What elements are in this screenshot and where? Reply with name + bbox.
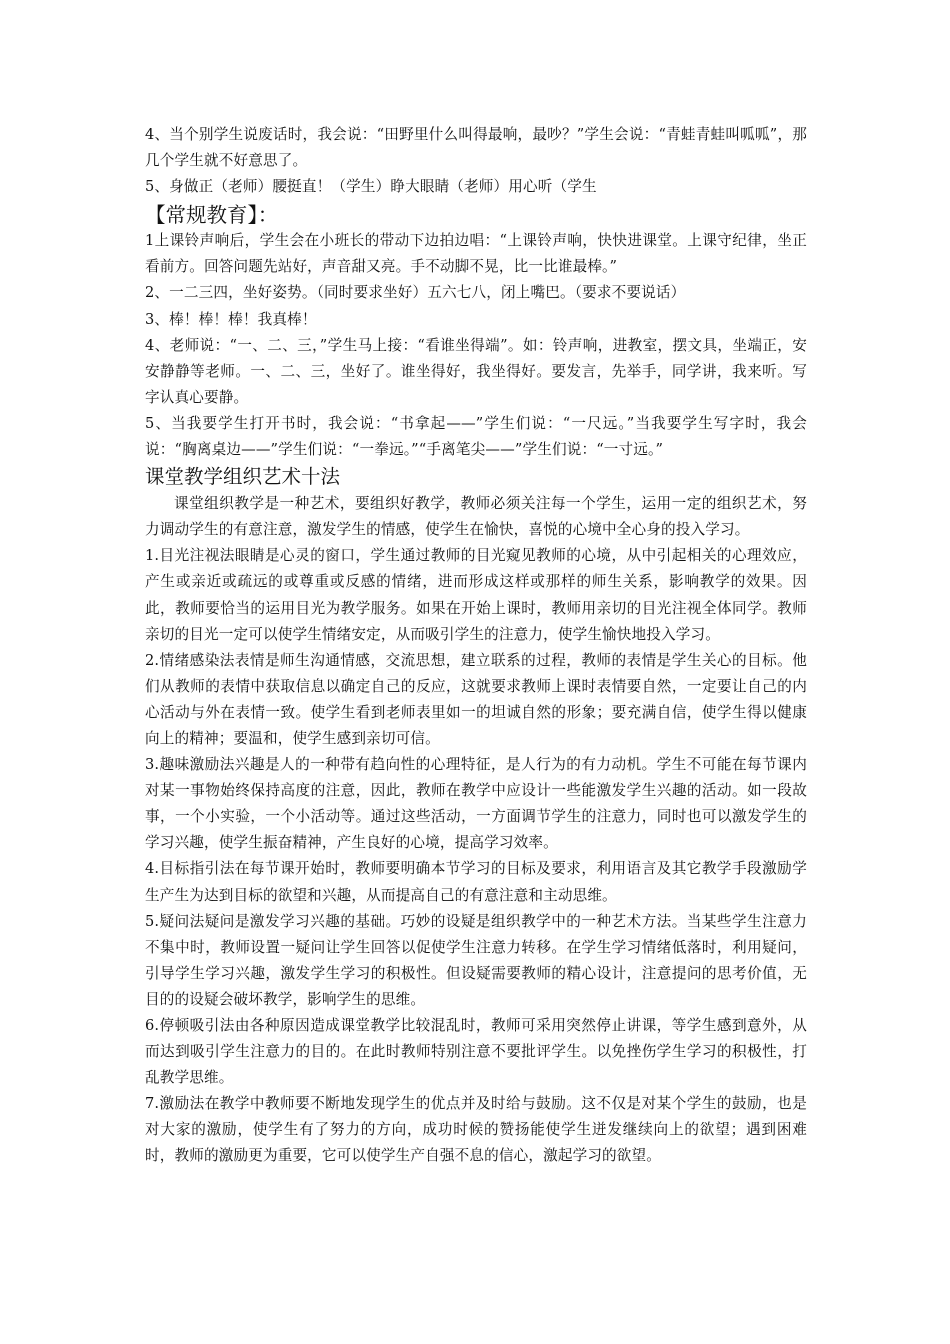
method-4: 4.目标指引法在每节课开始时，教师要明确本节学习的目标及要求，利用语言及其它教学手段激励学生产生为达到目标的欲望和兴趣，从而提高自己的有意注意和主动思维。 bbox=[145, 860, 807, 904]
routine-item-3: 3、棒！棒！棒！我真棒！ bbox=[145, 310, 317, 328]
method-5: 5.疑问法疑问是激发学习兴趣的基础。巧妙的设疑是组织教学中的一种艺术方法。当某些学生注意力不集中时，教师设置一疑问让学生回答以促使学生注意力转移。在学生学习情绪低落时，利用疑问，引导学生学习兴趣，激发学生学习的积极性。但设疑需要教师的精心设计，注意提问的思考价值，无目的的设疑会破坏教学，影响学生的思维。 bbox=[145, 912, 807, 1008]
routine-heading: 【常规教育】： bbox=[145, 203, 279, 228]
routine-item-2: 2、一二三四，坐好姿势。（同时要求坐好）五六七八，闭上嘴巴。（要求不要说话） bbox=[145, 284, 686, 302]
section-a-item-5: 5、身做正（老师）腰挺直！（学生）睁大眼睛（老师）用心听（学生 bbox=[145, 178, 597, 196]
routine-item-4: 4、老师说：“一、二、三，”学生马上接：“看谁坐得端”。如：铃声响，进教室，摆文具，坐端正，安安静静等老师。一、二、三，坐好了。谁坐得好，我坐得好。要发言，先举手，同学讲，我来听。写字认真心要静。 bbox=[145, 336, 807, 406]
method-6: 6.停顿吸引法由各种原因造成课堂教学比较混乱时，教师可采用突然停止讲课，等学生感到意外，从而达到吸引学生注意力的目的。在此时教师特别注意不要批评学生。以免挫伤学生学习的积极性，打乱教学思维。 bbox=[145, 1017, 807, 1087]
method-1: 1.目光注视法眼睛是心灵的窗口，学生通过教师的目光窥见教师的心境，从中引起相关的心理效应，产生或亲近或疏远的或尊重或反感的情绪，进而形成这样或那样的师生关系，影响教学的效果。因此，教师要恰当的运用目光为教学服务。如果在开始上课时，教师用亲切的目光注视全体同学。教师亲切的目光一定可以使学生情绪安定，从而吸引学生的注意力，使学生愉快地投入学习。 bbox=[145, 547, 807, 643]
section-a-item-4: 4、当个别学生说废话时，我会说：“田野里什么叫得最响，最吵？”学生会说：“青蛙青蛙叫呱呱”，那几个学生就不好意思了。 bbox=[145, 126, 807, 170]
method-7: 7.激励法在教学中教师要不断地发现学生的优点并及时给与鼓励。这不仅是对某个学生的鼓励，也是对大家的激励，使学生有了努力的方向，成功时候的赞扬能使学生迸发继续向上的欲望；遇到困难时，教师的激励更为重要，它可以使学生产自强不息的信心，激起学习的欲望。 bbox=[145, 1095, 807, 1165]
article-intro: 课堂组织教学是一种艺术，要组织好教学，教师必须关注每一个学生，运用一定的组织艺术，努力调动学生的有意注意，激发学生的情感，使学生在愉快，喜悦的心境中全心身的投入学习。 bbox=[145, 495, 807, 539]
routine-item-5: 5、当我要学生打开书时，我会说：“书拿起——”学生们说：“一尺远。”当我要学生写字时，我会说：“胸离桌边——”学生们说：“一拳远。”“手离笔尖——”学生们说：“一寸远。” bbox=[145, 414, 807, 459]
article-title: 课堂教学组织艺术十法 bbox=[145, 465, 341, 489]
method-3: 3.趣味激励法兴趣是人的一种带有趋向性的心理特征，是人行为的有力动机。学生不可能在每节课内对某一事物始终保持高度的注意，因此，教师在教学中应设计一些能激发学生兴趣的活动。如一段故事，一个小实验，一个小活动等。通过这些活动，一方面调节学生的注意力，同时也可以激发学生的学习兴趣，使学生振奋精神，产生良好的心境，提高学习效率。 bbox=[145, 756, 807, 852]
method-2: 2.情绪感染法表情是师生沟通情感，交流思想，建立联系的过程，教师的表情是学生关心的目标。他们从教师的表情中获取信息以确定自己的反应，这就要求教师上课时表情要自然，一定要让自己的内心活动与外在表情一致。使学生看到老师表里如一的坦诚自然的形象；要充满自信，使学生得以健康向上的精神；要温和，使学生感到亲切可信。 bbox=[145, 651, 807, 747]
routine-item-1: 1上课铃声响后，学生会在小班长的带动下边拍边唱：“上课铃声响，快快进课堂。上课守纪律，坐正看前方。回答问题先站好，声音甜又亮。手不动脚不晃，比一比谁最棒。” bbox=[145, 232, 807, 276]
document-body bbox=[145, 122, 807, 1170]
